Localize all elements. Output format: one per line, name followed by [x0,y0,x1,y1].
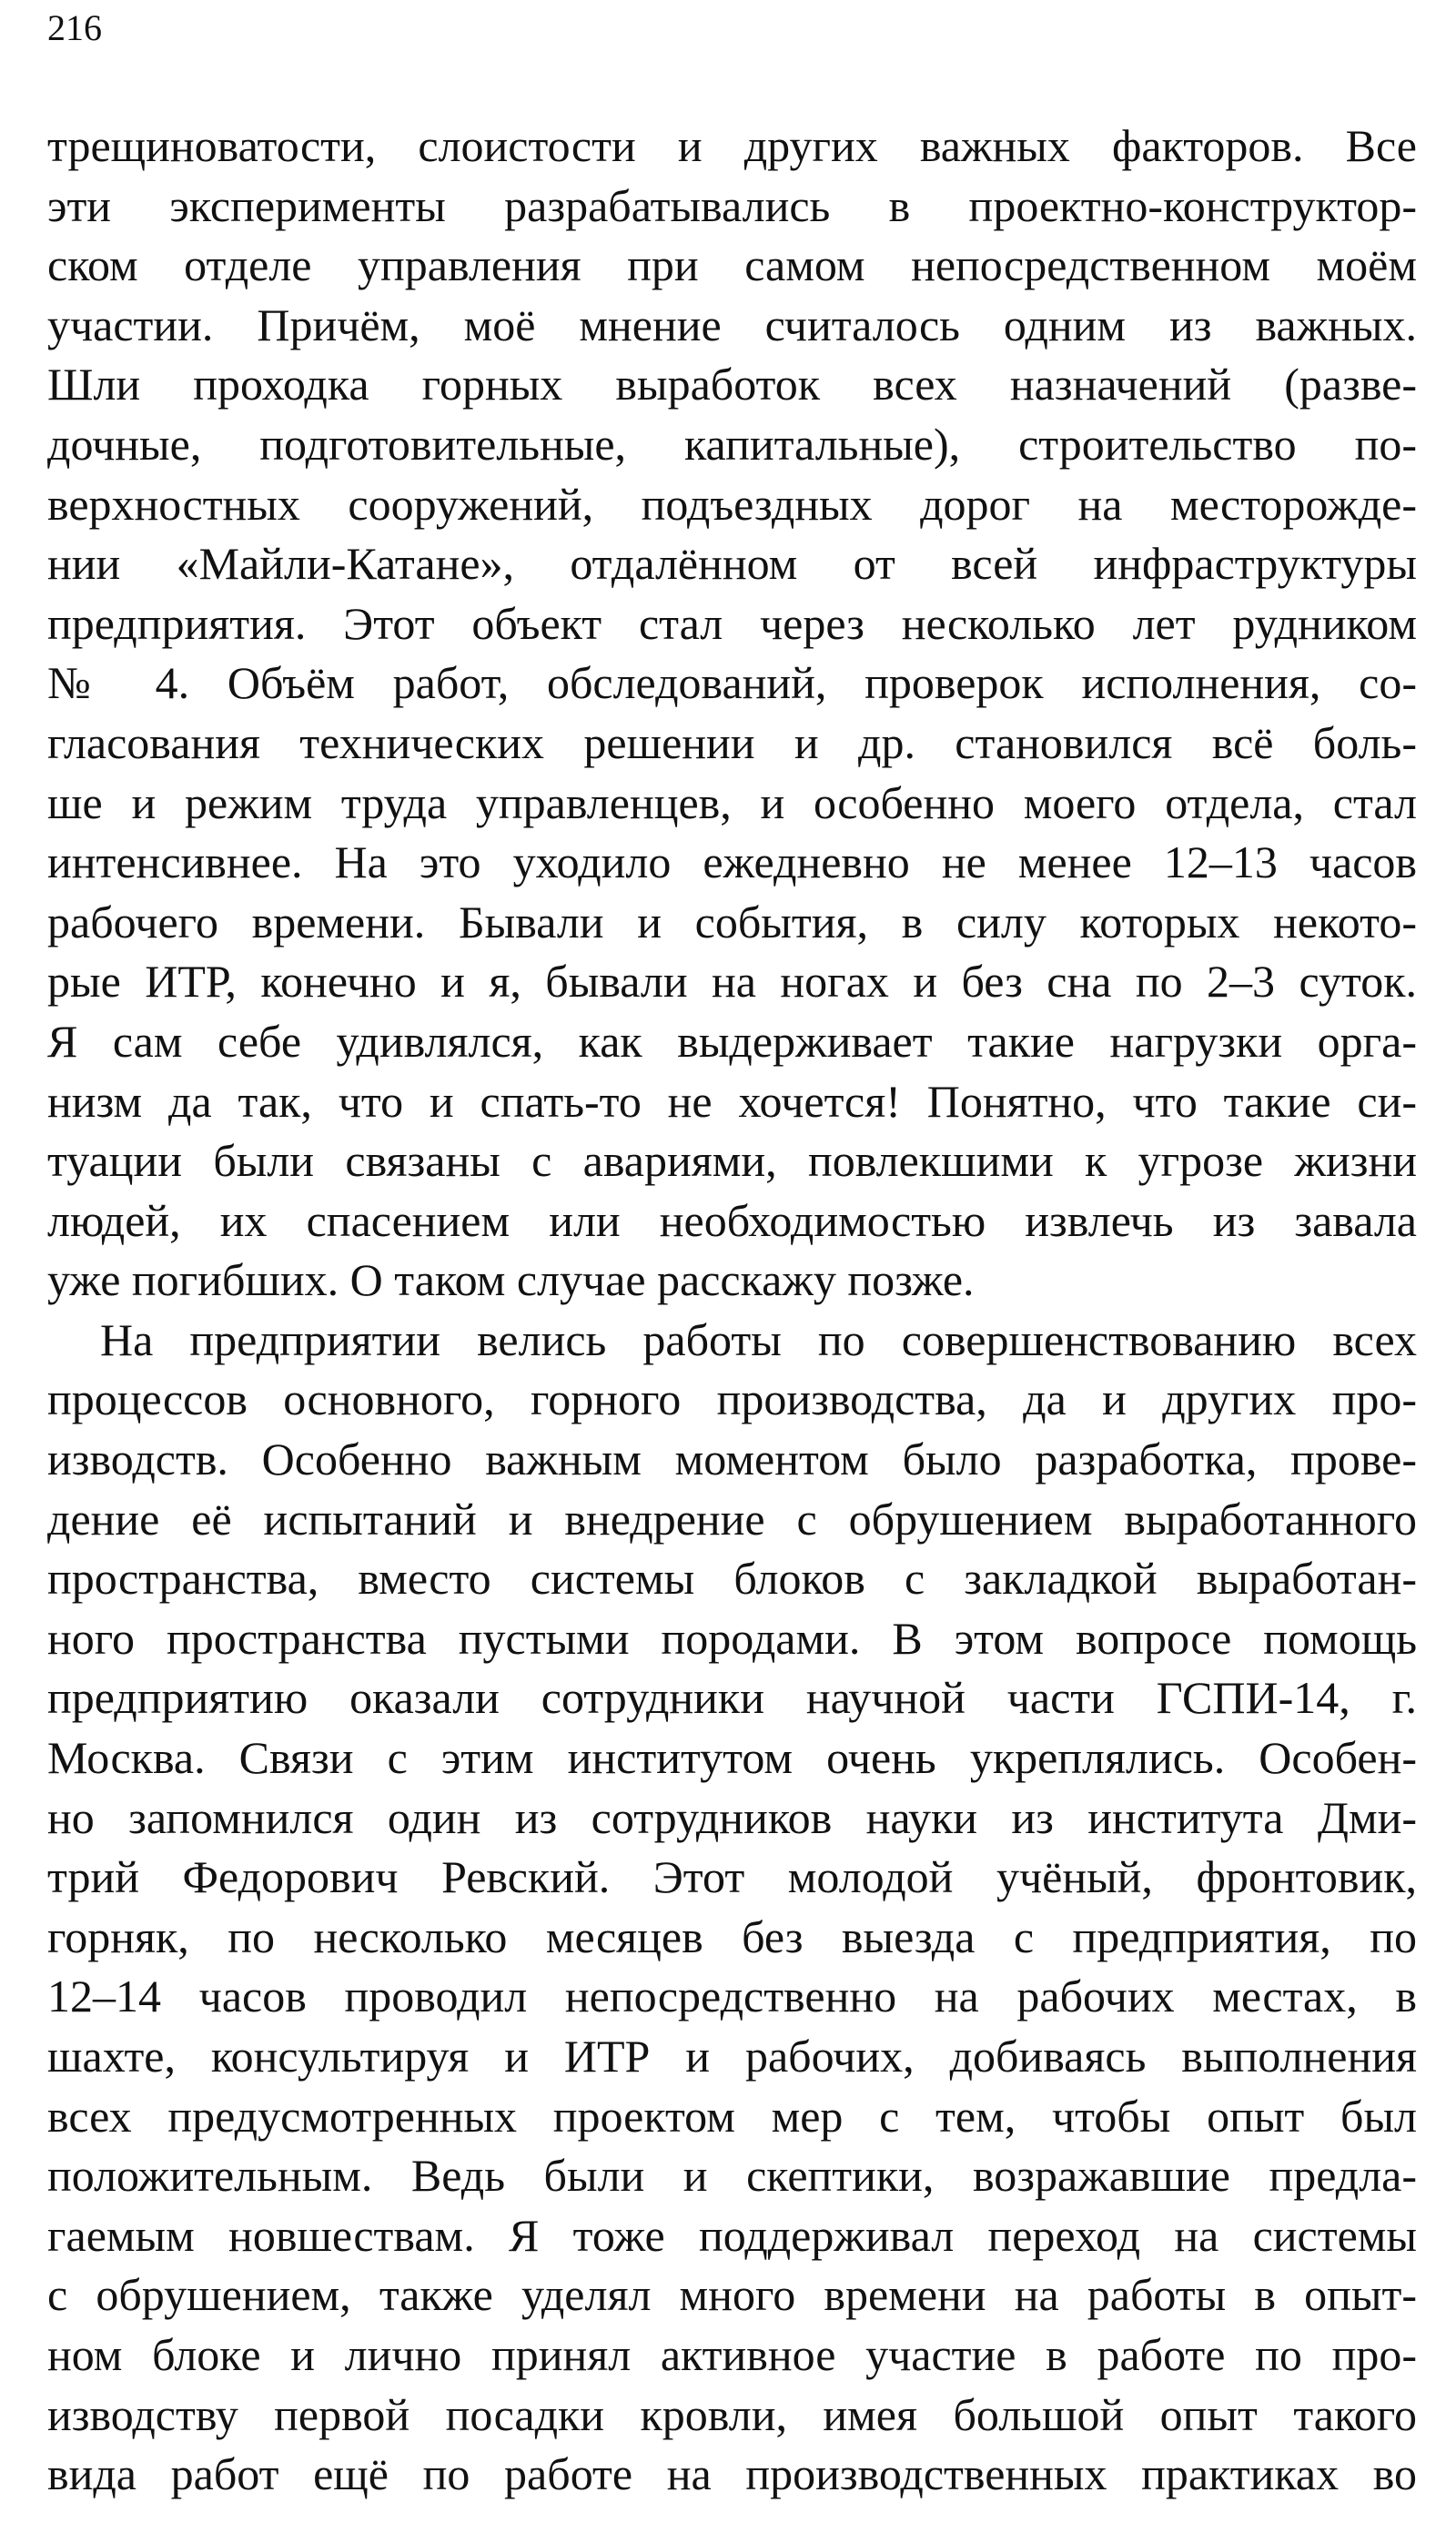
text-line: дочные, подготовительные, капитальные), строительство по- [47,418,1417,470]
text-line: изводству первой посадки кровли, имея большой опыт такого [47,2388,1417,2440]
text-line: рые ИТР, конечно и я, бывали на ногах и без сна по 2–3 суток. [47,956,1417,1008]
text-line: положительным. Ведь были и скептики, возражавшие предла- [47,2150,1417,2202]
text-line: пространства, вместо системы блоков с закладкой выработан- [47,1553,1417,1605]
text-line: предприятию оказали сотрудники научной части ГСПИ-14, г. [47,1672,1417,1724]
text-line: низм да так, что и спать-то не хочется! Понятно, что такие си- [47,1075,1417,1127]
text-line: предприятия. Этот объект стал через несколько лет рудником [47,597,1417,649]
text-line: трещиноватости, слоистости и других важных факторов. Все [47,120,1417,171]
text-line: Я сам себе удивлялся, как выдерживает такие нагрузки орга- [47,1015,1417,1067]
text-line: изводств. Особенно важным моментом было разработка, прове- [47,1434,1417,1485]
text-line: вида работ ещё по работе на производственных практиках во [47,2448,1417,2500]
text-line: но запомнился один из сотрудников науки из института Дми- [47,1791,1417,1843]
text-line: ше и режим труда управленцев, и особенно моего отдела, стал [47,776,1417,828]
text-line: гаемым новшествам. Я тоже поддерживал переход на системы [47,2209,1417,2261]
text-line: нии «Майли-Катане», отдалённом от всей инфраструктуры [47,538,1417,590]
text-line: ного пространства пустыми породами. В этом вопросе помощь [47,1612,1417,1664]
body-text [47,117,1417,2505]
text-line: ном блоке и лично принял активное участие в работе по про- [47,2328,1417,2380]
paragraph-end-line: уже погибших. О таком случае расскажу позже. [47,1254,975,1306]
text-line: верхностных сооружений, подъездных дорог на месторожде- [47,478,1417,530]
text-line: с обрушением, также уделял много времени на работы в опыт- [47,2269,1417,2321]
text-line: Москва. Связи с этим институтом очень укреплялись. Особен- [47,1732,1417,1784]
text-line: гласования технических решении и др. становился всё боль- [47,716,1417,768]
text-line: № 4. Объём работ, обследований, проверок исполнения, со- [47,657,1417,709]
text-line: рабочего времени. Бывали и события, в силу которых некото- [47,896,1417,947]
text-line: шахте, консультируя и ИТР и рабочих, добиваясь выполнения [47,2031,1417,2082]
text-line: процессов основного, горного производства, да и других про- [47,1373,1417,1425]
text-line: эти эксперименты разрабатывались в проектно-конструктор- [47,179,1417,231]
text-line: горняк, по несколько месяцев без выезда с предприятия, по [47,1910,1417,1962]
text-line: всех предусмотренных проектом мер с тем, чтобы опыт был [47,2090,1417,2142]
text-line: Шли проходка горных выработок всех назначений (разве- [47,359,1417,410]
text-line: интенсивнее. На это уходило ежедневно не менее 12–13 часов [47,836,1417,888]
paragraph-start-line: На предприятии велись работы по совершенствованию всех [100,1313,1417,1365]
text-line: людей, их спасением или необходимостью извлечь из завала [47,1194,1417,1246]
page-number: 216 [47,7,102,48]
text-line: трий Федорович Ревский. Этот молодой учёный, фронтовик, [47,1851,1417,1903]
text-line: участии. Причём, моё мнение считалось одним из важных. [47,299,1417,350]
text-line: дение её испытаний и внедрение с обрушением выработанного [47,1493,1417,1545]
text-line: 12–14 часов проводил непосредственно на рабочих местах, в [47,1971,1417,2022]
text-line: туации были связаны с авариями, повлекшими к угрозе жизни [47,1135,1417,1187]
text-line: ском отделе управления при самом непосредственном моём [47,239,1417,291]
